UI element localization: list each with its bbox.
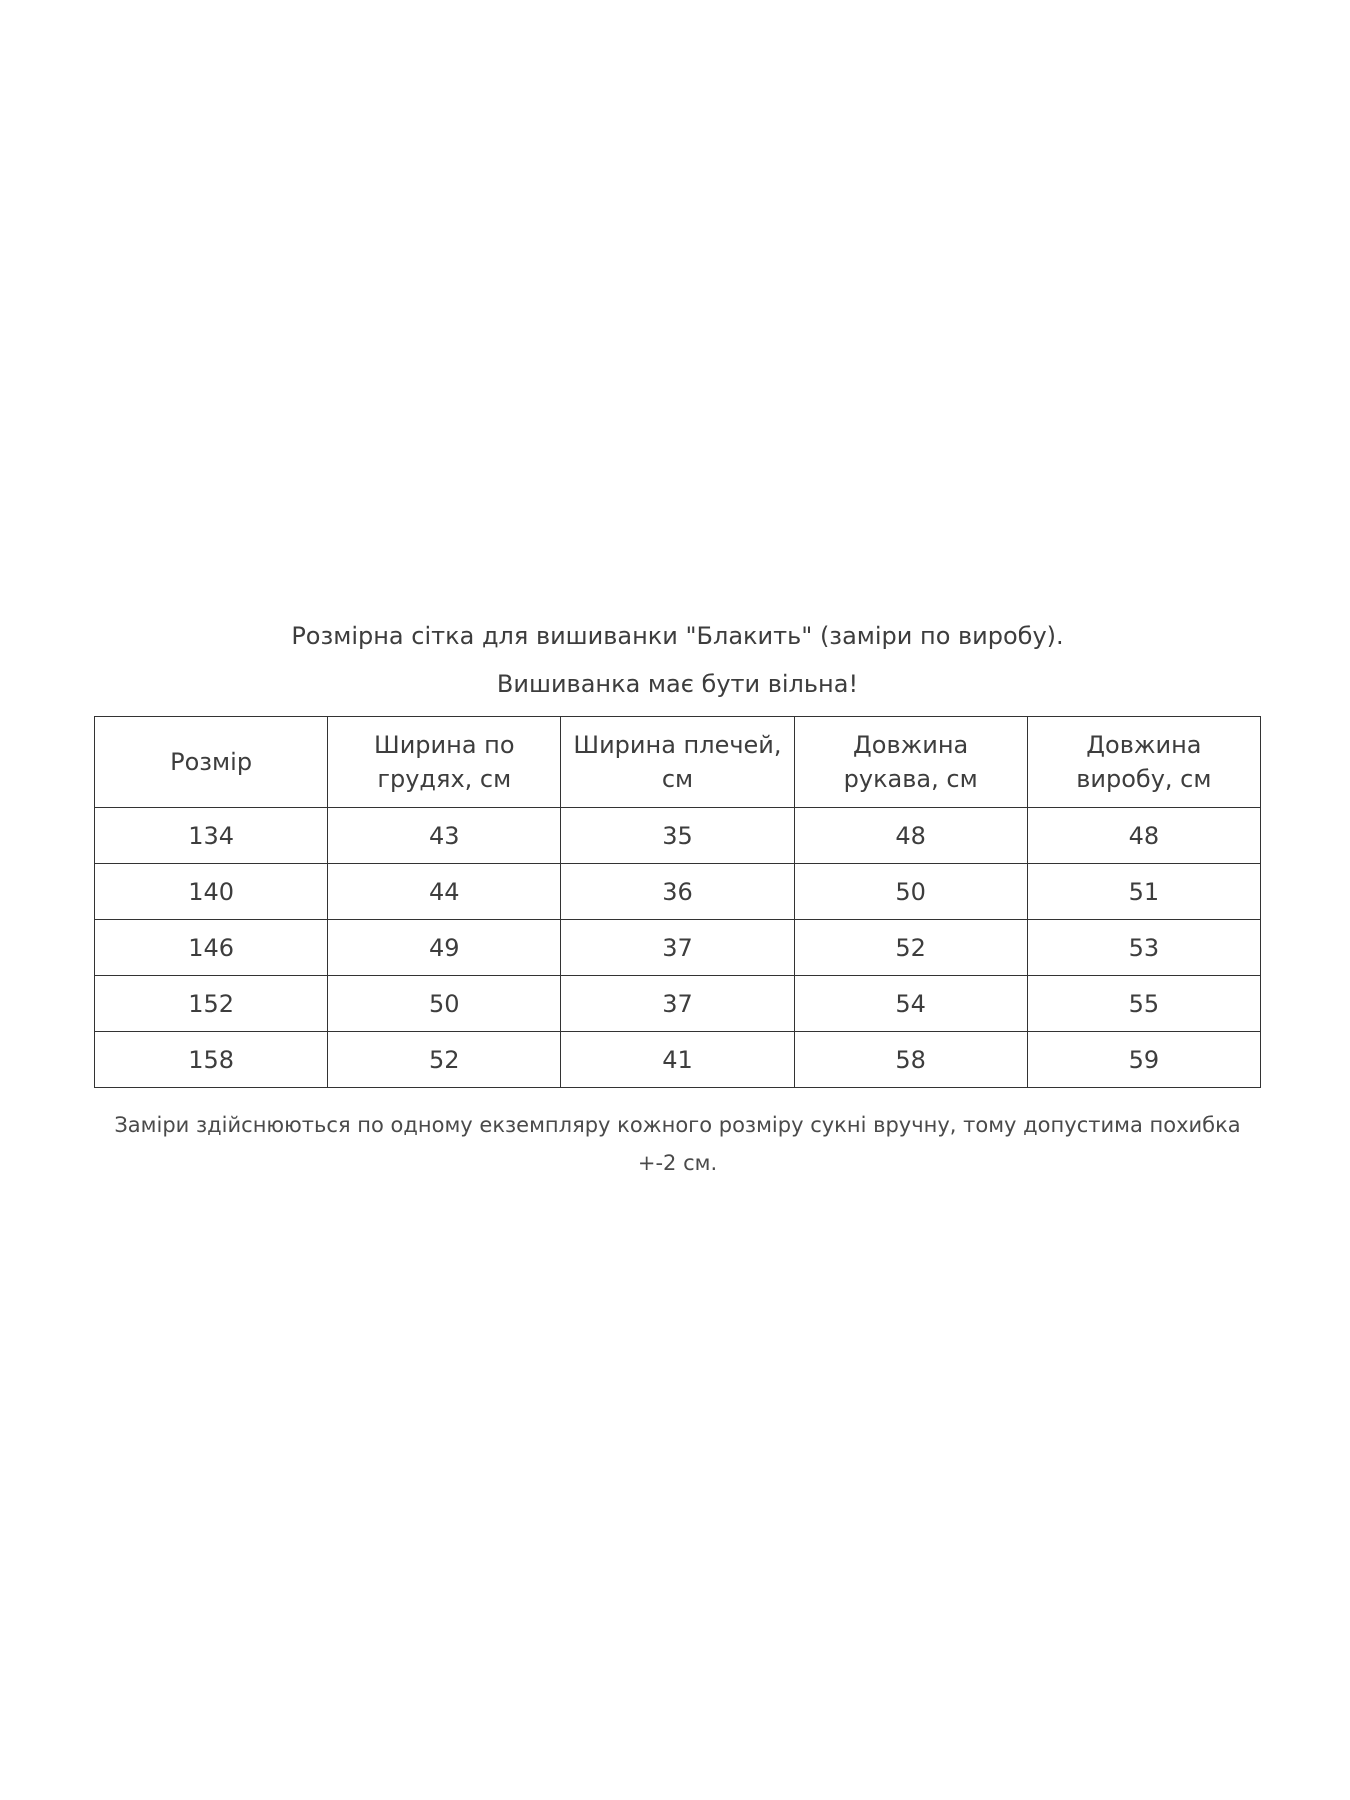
cell-size: 146 bbox=[95, 920, 328, 976]
cell-chest-width: 52 bbox=[328, 1032, 561, 1088]
cell-sleeve-length: 50 bbox=[794, 864, 1027, 920]
table-header-row bbox=[95, 717, 1261, 808]
cell-chest-width: 43 bbox=[328, 808, 561, 864]
table-row bbox=[95, 808, 1261, 864]
cell-sleeve-length: 54 bbox=[794, 976, 1027, 1032]
header-sleeve-length: Довжина рукава, см bbox=[794, 717, 1027, 808]
cell-shoulder-width: 37 bbox=[561, 976, 794, 1032]
cell-size: 158 bbox=[95, 1032, 328, 1088]
cell-size: 140 bbox=[95, 864, 328, 920]
table-row bbox=[95, 976, 1261, 1032]
table-row bbox=[95, 864, 1261, 920]
header-size: Розмір bbox=[95, 717, 328, 808]
table-row bbox=[95, 920, 1261, 976]
cell-sleeve-length: 52 bbox=[794, 920, 1027, 976]
cell-shoulder-width: 37 bbox=[561, 920, 794, 976]
cell-garment-length: 48 bbox=[1027, 808, 1260, 864]
cell-garment-length: 55 bbox=[1027, 976, 1260, 1032]
measurement-note: Заміри здійснюються по одному екземпляру кожного розміру сукні вручну, тому допустима похибка +-2 см. bbox=[114, 1113, 1241, 1175]
cell-shoulder-width: 36 bbox=[561, 864, 794, 920]
cell-sleeve-length: 48 bbox=[794, 808, 1027, 864]
cell-shoulder-width: 41 bbox=[561, 1032, 794, 1088]
cell-garment-length: 53 bbox=[1027, 920, 1260, 976]
cell-garment-length: 51 bbox=[1027, 864, 1260, 920]
cell-garment-length: 59 bbox=[1027, 1032, 1260, 1088]
size-table bbox=[94, 716, 1261, 1088]
table-row bbox=[95, 1032, 1261, 1088]
page-subtitle: Вишиванка має бути вільна! bbox=[496, 670, 859, 698]
header-garment-length: Довжина виробу, см bbox=[1027, 717, 1260, 808]
cell-sleeve-length: 58 bbox=[794, 1032, 1027, 1088]
cell-chest-width: 44 bbox=[328, 864, 561, 920]
header-shoulder-width: Ширина плечей, см bbox=[561, 717, 794, 808]
page-title: Розмірна сітка для вишиванки "Блакить" (заміри по виробу). bbox=[291, 622, 1064, 650]
header-chest-width: Ширина по грудях, см bbox=[328, 717, 561, 808]
cell-shoulder-width: 35 bbox=[561, 808, 794, 864]
size-chart-section bbox=[94, 612, 1261, 1203]
cell-size: 152 bbox=[95, 976, 328, 1032]
cell-chest-width: 50 bbox=[328, 976, 561, 1032]
cell-chest-width: 49 bbox=[328, 920, 561, 976]
cell-size: 134 bbox=[95, 808, 328, 864]
